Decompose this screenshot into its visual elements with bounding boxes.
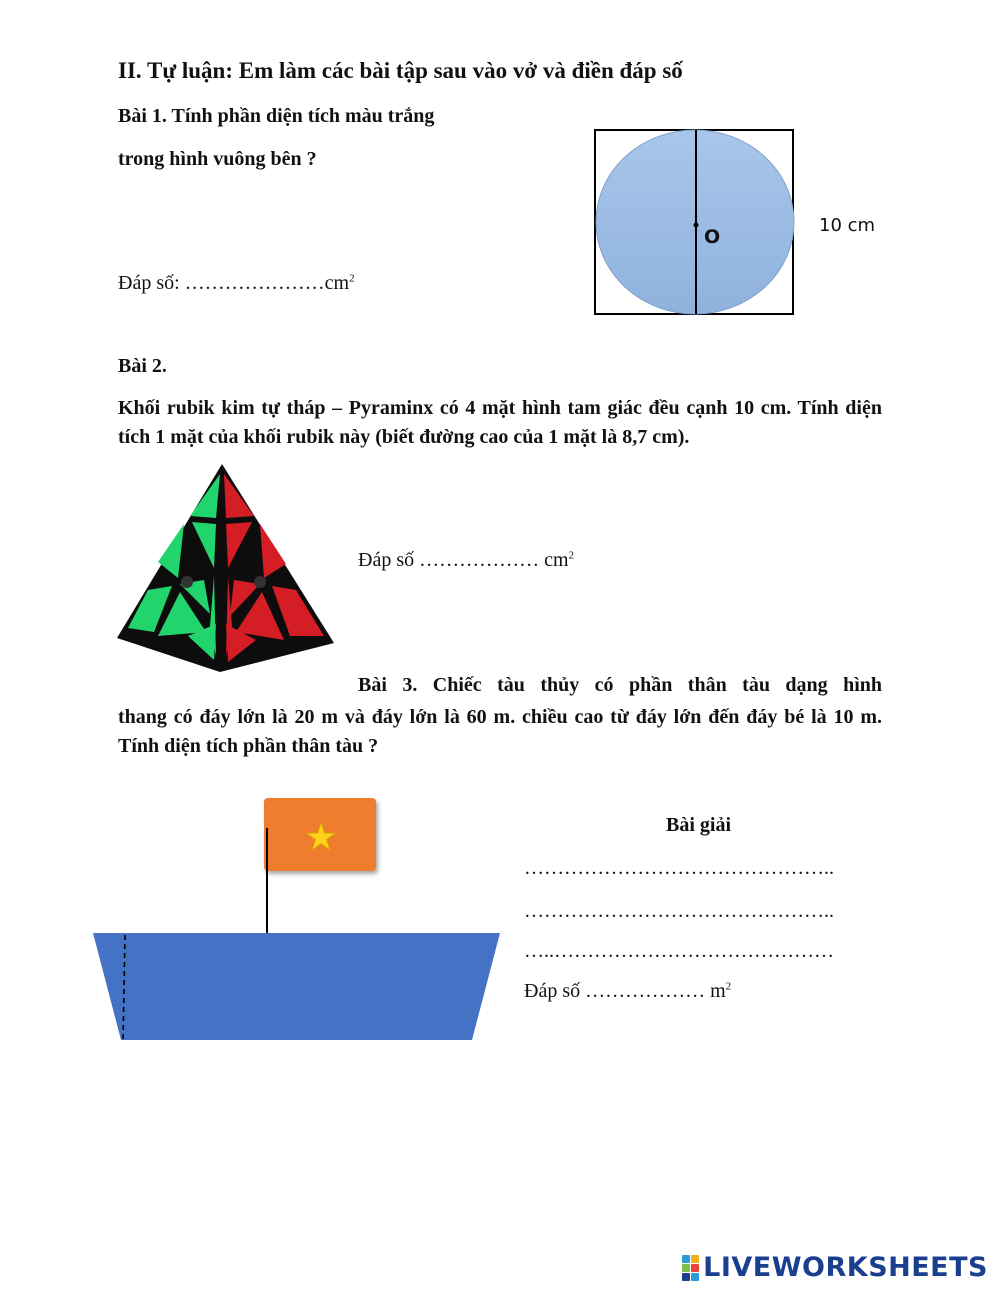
- center-label: O: [704, 226, 721, 248]
- ex1-answer[interactable]: [118, 272, 355, 295]
- star-icon: ★: [303, 815, 339, 859]
- ex2-title: Bài 2.: [118, 355, 167, 377]
- center-point: [694, 223, 699, 228]
- liveworksheets-mark-icon: [682, 1255, 699, 1281]
- liveworksheets-text: LIVEWORKSHEETS: [703, 1252, 988, 1283]
- ex3-answer-sup: 2: [725, 980, 732, 993]
- ex3-body-rest: thang có đáy lớn là 20 m và đáy lớn là 60 m. chiều cao từ đáy lớn đến đáy bé là 10 m. Tính diện tích phần thân tàu ?: [118, 706, 882, 757]
- ex1-answer-sup: 2: [349, 272, 355, 285]
- pyraminx-image: [114, 460, 336, 674]
- liveworksheets-logo: [682, 1252, 988, 1283]
- solution-line-3[interactable]: …..……………………………………: [524, 940, 834, 962]
- ex3-answer-text: Đáp số ……………… m: [524, 980, 726, 1002]
- ex1-answer-text: Đáp số: …………………cm: [118, 272, 350, 294]
- solution-title: Bài giải: [666, 814, 732, 836]
- solution-line-1[interactable]: ………………………………………..: [524, 857, 834, 879]
- ex1-title-line1: Bài 1. Tính phần diện tích màu trắng: [118, 105, 435, 127]
- ex2-answer[interactable]: [358, 549, 574, 572]
- solution-line-2[interactable]: ………………………………………..: [524, 900, 834, 922]
- ex1-title-line2: trong hình vuông bên ?: [118, 148, 317, 170]
- ex1-figure: [590, 125, 890, 320]
- ex2-body: Khối rubik kim tự tháp – Pyraminx có 4 mặt hình tam giác đều cạnh 10 cm. Tính diện tích 1 mặt của khối rubik này (biết đường cao của 1 mặt là 8,7 cm).: [118, 397, 882, 448]
- ex2-answer-text: Đáp số ……………… cm: [358, 549, 569, 571]
- ex2-answer-sup: 2: [568, 549, 575, 562]
- ship-hull: [93, 933, 500, 1040]
- section-heading: II. Tự luận: Em làm các bài tập sau vào vở và điền đáp số: [118, 58, 683, 83]
- ex3-body-first: Bài 3. Chiếc tàu thủy có phần thân tàu dạng hình: [358, 674, 882, 696]
- side-length-label: 10 cm: [819, 215, 876, 236]
- ship-figure: [90, 792, 510, 1047]
- ex3-answer[interactable]: [524, 980, 731, 1003]
